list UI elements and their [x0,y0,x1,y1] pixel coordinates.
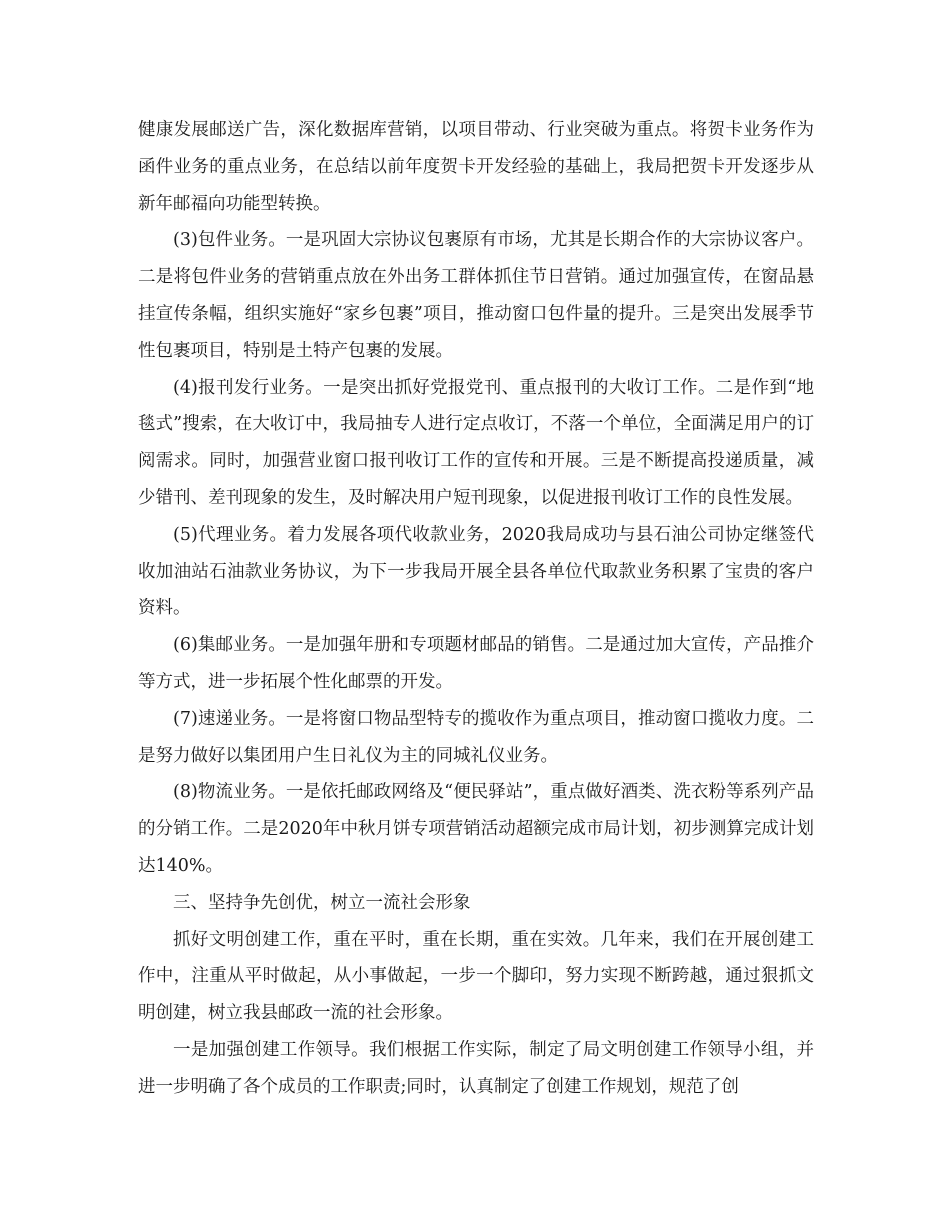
paragraph-civilization-building: 抓好文明创建工作，重在平时，重在长期，重在实效。几年来，我们在开展创建工作中，注重从平时做起，从小事做起，一步一个脚印，努力实现不断跨越，通过狠抓文明创建，树立我县邮政一流的社会形象。 [138,929,814,1024]
paragraph-express-business: (7)速递业务。一是将窗口物品型特专的揽收作为重点项目，推动窗口揽收力度。二是努力做好以集团用户生日礼仪为主的同城礼仪业务。 [138,708,814,766]
paragraph-newspaper-distribution: (4)报刊发行业务。一是突出抓好党报党刊、重点报刊的大收订工作。二是作到“地毯式”搜索，在大收订中，我局抽专人进行定点收订，不落一个单位，全面满足用户的订阅需求。同时，加强营业窗口报刊收订工作的宣传和开展。三是不断提高投递质量，减少错刊、差刊现象的发生，及时解决用户短刊现象，以促进报刊收订工作的良性发展。 [138,377,814,508]
paragraph-parcel-business: (3)包件业务。一是巩固大宗协议包裹原有市场，尤其是长期合作的大宗协议客户。二是将包件业务的营销重点放在外出务工群体抓住节日营销。通过加强宣传，在窗品悬挂宣传条幅，组织实施好“家乡包裹”项目，推动窗口包件量的提升。三是突出发展季节性包裹项目，特别是土特产包裹的发展。 [138,230,814,361]
document-body [138,112,814,1106]
paragraph-leadership: 一是加强创建工作领导。我们根据工作实际，制定了局文明创建工作领导小组，并进一步明确了各个成员的工作职责;同时，认真制定了创建工作规划，规范了创 [138,1039,814,1097]
section-heading-three: 三、坚持争先创优，树立一流社会形象 [173,892,471,913]
paragraph-philately-business: (6)集邮业务。一是加强年册和专项题材邮品的销售。二是通过加大宣传，产品推介等方式，进一步拓展个性化邮票的开发。 [138,635,814,692]
paragraph-agency-business: (5)代理业务。着力发展各项代收款业务，2020我局成功与县石油公司协定继签代收加油站石油款业务协议，为下一步我局开展全县各单位代取款业务积累了宝贵的客户资料。 [138,524,814,619]
paragraph-greeting-card: 健康发展邮送广告，深化数据库营销，以项目带动、行业突破为重点。将贺卡业务作为函件业务的重点业务，在总结以前年度贺卡开发经验的基础上，我局把贺卡开发逐步从新年邮福向功能型转换。 [138,120,814,214]
paragraph-logistics-business: (8)物流业务。一是依托邮政网络及“便民驿站”，重点做好酒类、洗衣粉等系列产品的分销工作。二是2020年中秋月饼专项营销活动超额完成市局计划，初步测算完成计划达140%。 [138,782,814,876]
